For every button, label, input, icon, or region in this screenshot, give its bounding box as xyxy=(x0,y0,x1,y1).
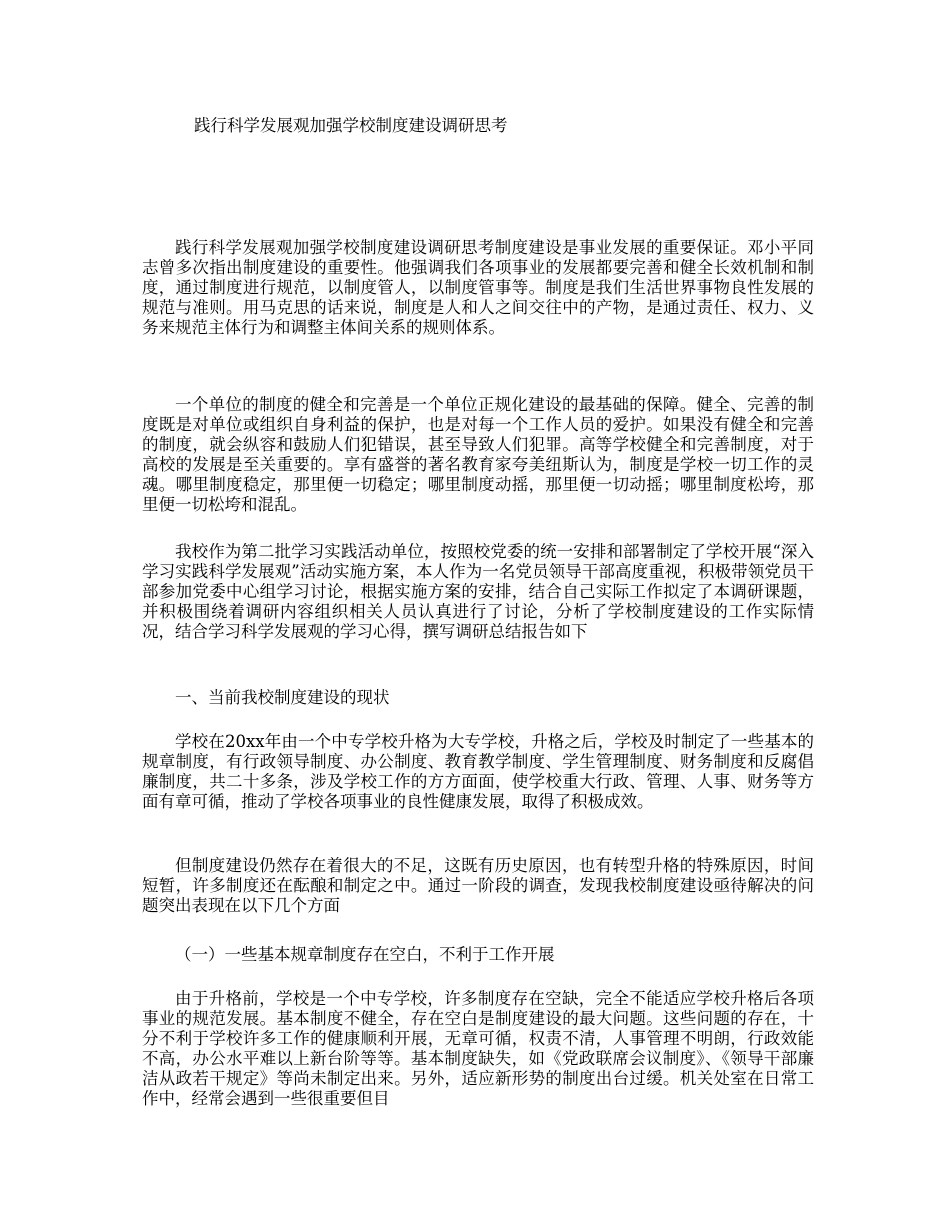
document-title: 践行科学发展观加强学校制度建设调研思考 xyxy=(194,116,508,135)
paragraph-current-status: 学校在20xx年由一个中专学校升格为大专学校，升格之后，学校及时制定了一些基本的规章制度，有行政领导制度、办公制度、教育教学制度、学生管理制度、财务制度和反腐倡廉制度，共二十多条，涉及学校工作的方方面面，使学校重大行政、管理、人事、财务等方面有章可循，推动了学校各项事业的良性健康发展，取得了积极成效。 xyxy=(142,732,814,811)
paragraph-intro: 践行科学发展观加强学校制度建设调研思考制度建设是事业发展的重要保证。邓小平同志曾多次指出制度建设的重要性。他强调我们各项事业的发展都要完善和健全长效机制和制度，通过制度进行规范，以制度管人，以制度管事等。制度是我们生活世界事物良性发展的规范与准则。用马克思的话来说，制度是人和人之间交往中的产物，是通过责任、权力、义务来规范主体行为和调整主体间关系的规则体系。 xyxy=(142,238,814,337)
section-heading-current-status: 一、当前我校制度建设的现状 xyxy=(175,688,390,707)
paragraph-gaps: 由于升格前，学校是一个中专学校，许多制度存在空缺，完全不能适应学校升格后各项事业的规范发展。基本制度不健全，存在空白是制度建设的最大问题。这些问题的存在，十分不利于学校许多工作的健康顺利开展，无章可循，权责不清，人事管理不明朗，行政效能不高，办公水平难以上新台阶等等。基本制度缺失，如《党政联席会议制度》、《领导干部廉洁从政若干规定》等尚未制定出来。另外，适应新形势的制度出台过缓。机关处室在日常工作中，经常会遇到一些很重要但目 xyxy=(142,989,814,1108)
paragraph-importance: 一个单位的制度的健全和完善是一个单位正规化建设的最基础的保障。健全、完善的制度既是对单位或组织自身利益的保护，也是对每一个工作人员的爱护。如果没有健全和完善的制度，就会纵容和鼓励人们犯错误，甚至导致人们犯罪。高等学校健全和完善制度，对于高校的发展是至关重要的。享有盛誉的著名教育家夸美纽斯认为，制度是学校一切工作的灵魂。哪里制度稳定，那里便一切稳定；哪里制度动摇，那里便一切动摇；哪里制度松垮，那里便一切松垮和混乱。 xyxy=(142,395,814,514)
paragraph-background: 我校作为第二批学习实践活动单位，按照校党委的统一安排和部署制定了学校开展“深入学习实践科学发展观”活动实施方案，本人作为一名党员领导干部高度重视，积极带领党员干部参加党委中心组学习讨论，根据实施方案的安排，结合自己实际工作拟定了本调研课题，并积极围绕着调研内容组织相关人员认真进行了讨论，分析了学校制度建设的工作实际情况，结合学习科学发展观的学习心得，撰写调研总结报告如下 xyxy=(142,542,814,641)
subsection-heading-gaps: （一）一些基本规章制度存在空白，不利于工作开展 xyxy=(175,945,555,964)
paragraph-shortcomings: 但制度建设仍然存在着很大的不足，这既有历史原因，也有转型升格的特殊原因，时间短暂，许多制度还在酝酿和制定之中。通过一阶段的调查，发现我校制度建设亟待解决的问题突出表现在以下几个方面 xyxy=(142,856,814,915)
